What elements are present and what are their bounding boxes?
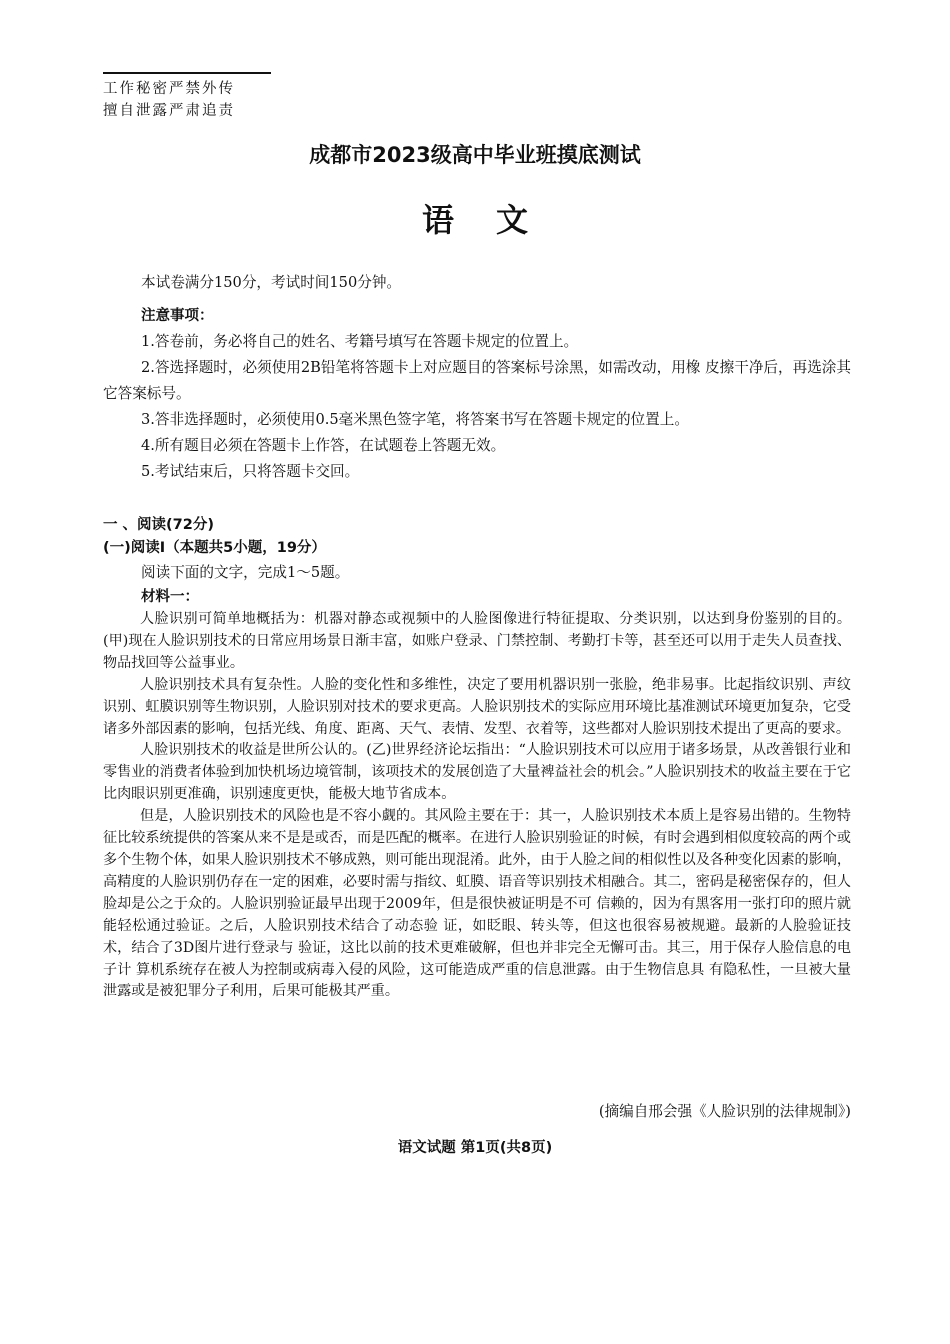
article-paragraph: 人脸识别可简单地概括为：机器对静态或视频中的人脸图像进行特征提取、分类识别，以达到身份鉴别的目的。(甲)现在人脸识别技术的日常应用场景日渐丰富，如账户登录、门禁控制、考勤打卡等，甚至还可以用于走失人员查找、物品找回等公益事业。 xyxy=(103,611,851,671)
confidential-line-1: 工作秘密严禁外传 xyxy=(103,81,235,97)
article-paragraph: 但是，人脸识别技术的风险也是不容小觑的。其风险主要在于：其一，人脸识别技术本质上是容易出错的。生物特征比较系统提供的答案从来不是是或否，而是匹配的概率。在进行人脸识别验证的时候，有时会遇到相似度较高的两个或多个生物个体，如果人脸识别技术不够成熟，则可能出现混淆。此外，由于人脸之间的相似性以及各种变化因素的影响，高精度的人脸识别仍存在一定的困难，必要时需与指纹、虹膜、语音等识别技术相融合。其二，密码是秘密保存的，但人脸却是公之于众的。人脸识别验证最早出现于2009年，但是很快被证明是不可 信赖的，因为有黑客用一张打印的照片就能轻松通过验证。之后，人脸识别技术结合了动态验 证，如眨眼、转头等，但这也很容易被规避。最新的人脸验证技术，结合了3D图片进行登录与 验证，这比以前的技术更难破解，但也并非完全无懈可击。其三，用于保存人脸信息的电子计 算机系统存在被人为控制或病毒入侵的风险，这可能造成严重的信息泄露。由于生物信息具 有隐私性，一旦被大量泄露或是被犯罪分子利用，后果可能极其严重。 xyxy=(103,808,851,1000)
exam-title: 成都市2023级高中毕业班摸底测试 xyxy=(309,143,641,167)
article-source: (摘编自邢会强《人脸识别的法律规制》) xyxy=(598,1103,851,1120)
subject-title: 语文 xyxy=(421,201,570,239)
notes-list xyxy=(103,329,851,485)
note-item: 3.答非选择题时，必须使用0.5毫米黑色签字笔，将答案书写在答题卡规定的位置上。 xyxy=(141,411,689,428)
material-label: 材料一： xyxy=(141,589,199,605)
page-footer: 语文试题 第1页(共8页) xyxy=(397,1140,553,1156)
reading-instruction: 阅读下面的文字，完成1～5题。 xyxy=(141,564,350,581)
note-item: 4.所有题目必须在答题卡上作答，在试题卷上答题无效。 xyxy=(141,437,506,454)
note-item: 1.答卷前，务必将自己的姓名、考籍号填写在答题卡规定的位置上。 xyxy=(141,333,579,350)
article-paragraph: 人脸识别技术具有复杂性。人脸的变化性和多维性，决定了要用机器识别一张脸，绝非易事。比起指纹识别、声纹识别、虹膜识别等生物识别，人脸识别对技术的要求更高。人脸识别技术的实际应用环境比基准测试环境更加复杂，它受诸多外部因素的影响，包括光线、角度、距离、天气、表情、发型、衣着等，这些都对人脸识别技术提出了更高的要求。 xyxy=(103,676,851,737)
note-item: 5.考试结束后，只将答题卡交回。 xyxy=(141,463,360,480)
exam-intro: 本试卷满分150分，考试时间150分钟。 xyxy=(141,274,402,291)
section-heading: 一 、阅读(72分) xyxy=(103,517,214,533)
confidentiality-notice xyxy=(103,72,271,122)
reading-material xyxy=(103,609,851,1003)
article-paragraph: 人脸识别技术的收益是世所公认的。(乙)世界经济论坛指出：“人脸识别技术可以应用于诸多场景，从改善银行业和零售业的消费者体验到加快机场边境管制，该项技术的发展创造了大量裨益社会的机会。”人脸识别技术的收益主要在于它比肉眼识别更准确，识别速度更快，能极大地节省成本。 xyxy=(103,742,851,803)
subsection-heading: (一)阅读I（本题共5小题，19分） xyxy=(103,540,326,556)
note-item: 2.答选择题时，必须使用2B铅笔将答题卡上对应题目的答案标号涂黑，如需改动，用橡 皮擦干净后，再选涂其它答案标号。 xyxy=(103,359,851,402)
notes-heading: 注意事项： xyxy=(141,308,214,324)
confidential-line-2: 擅自泄露严肃追责 xyxy=(103,103,235,119)
